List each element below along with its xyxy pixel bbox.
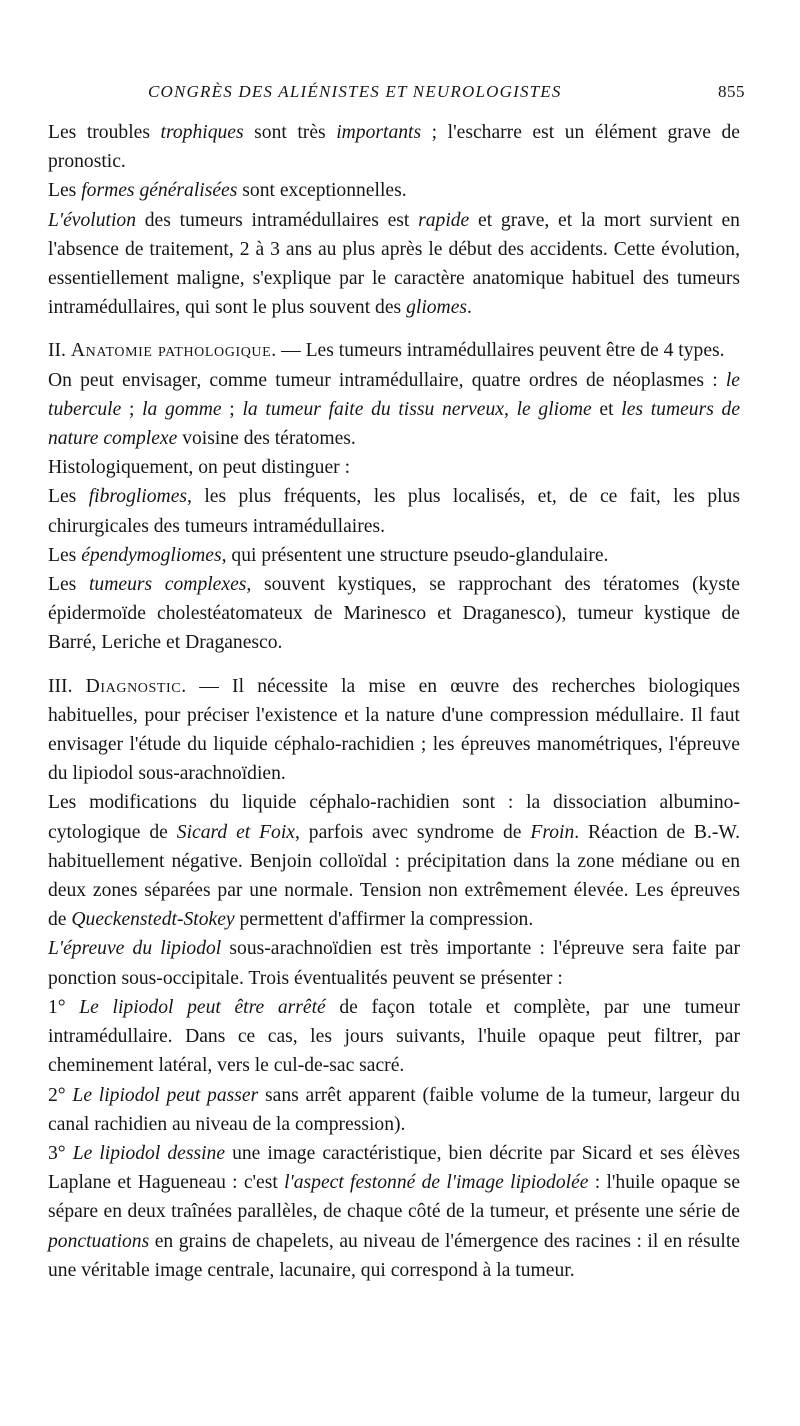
italic-text: épendymogliomes — [81, 544, 222, 566]
text-run: permettent d'affirmer la compression. — [234, 909, 534, 931]
italic-text: rapide — [418, 209, 470, 231]
page-number: 855 — [718, 82, 745, 101]
text-run: une image caractéristique, bien décrite par Sicard et ses élèves Laplane et Hagueneau : c'est — [48, 1142, 740, 1194]
text-run: . — Il nécessite la mise en œuvre des recherches biologiques habituelles, pour préciser l'existence et la nature d'une compression médullaire. Il faut envisager l'étude du liquide céphalo-rachidien ; les épreuves manométriques, l'épreuve du lipiodol sous-arachnoïdien. — [48, 675, 740, 785]
text-run: On peut envisager, comme tumeur intramédullaire, quatre ordres de néoplasmes : — [48, 369, 726, 391]
paragraph — [48, 788, 740, 934]
paragraph — [48, 336, 740, 365]
text-run: . Réaction de B.-W. habituellement négative. Benjoin colloïdal : précipitation dans la zone médiane ou en deux zones séparées par une normale. Tension non extrêmement élevée. Les épreuves de — [48, 821, 741, 931]
italic-text: la tumeur faite du tissu nerveux, le gliome — [242, 398, 592, 420]
italic-text: ponctuations — [48, 1230, 150, 1252]
text-run: Les — [48, 544, 82, 566]
text-run: 1° — [48, 996, 80, 1018]
text-run: . — Les tumeurs intramédullaires peuvent être de 4 types. — [271, 340, 725, 362]
text-run: ; l'escharre est un élément grave de pronostic. — [48, 122, 740, 173]
text-run: , qui présentent une structure pseudo-glandulaire. — [221, 544, 609, 566]
italic-text: L'épreuve du lipiodol — [48, 938, 222, 960]
italic-text: trophiques — [160, 122, 244, 143]
text-run: voisine des tératomes. — [177, 428, 356, 450]
italic-text: les tumeurs de nature complexe — [48, 398, 741, 450]
italic-text: l'aspect festonné de l'image lipiodolée — [284, 1172, 589, 1194]
italic-text: Le lipiodol peut être arrêté — [79, 996, 326, 1018]
text-run: Histologiquement, on peut distinguer : — [48, 457, 351, 479]
text-run: ; — [221, 398, 243, 420]
paragraph — [48, 453, 740, 482]
text-run: , les plus fréquents, les plus localisés, et, de ce fait, les plus chirurgicales des tumeurs intramédullaires. — [48, 486, 740, 537]
text-run: Les troubles — [48, 122, 161, 143]
text-run: ; — [121, 398, 143, 420]
text-run: sous-arachnoïdien est très importante : l'épreuve sera faite par ponction sous-occipitale. Trois éventualités peuvent se présenter : — [48, 938, 740, 989]
paragraph — [48, 541, 740, 570]
italic-text: formes généralisées — [81, 180, 238, 202]
section-heading: Diagnostic — [85, 675, 182, 697]
body-text — [48, 118, 740, 1285]
text-run: sont très — [243, 122, 337, 143]
italic-text: Sicard et Foix — [176, 821, 295, 843]
running-header — [148, 82, 745, 102]
text-run: 2° — [48, 1084, 73, 1106]
italic-text: Le lipiodol peut passer — [72, 1084, 259, 1106]
italic-text: Froin — [530, 821, 575, 843]
text-run: Les modifications du liquide céphalo-rachidien sont : la dissociation albumino-cytologique de — [48, 792, 740, 843]
paragraph — [48, 482, 740, 540]
text-run: II. — [48, 340, 71, 362]
italic-text: L'évolution — [48, 209, 136, 231]
paragraph — [48, 1081, 740, 1139]
paragraph — [48, 176, 740, 205]
italic-text: la gomme — [142, 398, 222, 420]
text-run: sont exceptionnelles. — [237, 180, 407, 202]
paragraph — [48, 934, 740, 992]
text-run: Les — [48, 180, 82, 202]
paragraph — [48, 366, 740, 454]
italic-text: fibrogliomes — [88, 486, 188, 508]
text-run: : l'huile opaque se sépare en deux traînées parallèles, de chaque côté de la tumeur, et présente une série de — [48, 1172, 741, 1223]
italic-text: le tubercule — [48, 369, 740, 420]
text-run: de façon totale et complète, par une tumeur intramédullaire. Dans ce cas, les jours suivants, l'huile opaque peut filtrer, par cheminement latéral, vers le cul-de-sac sacré. — [48, 996, 741, 1077]
italic-text: Le lipiodol dessine — [72, 1142, 226, 1164]
text-run: . — [467, 297, 472, 319]
text-run: , souvent kystiques, se rapprochant des tératomes (kyste épidermoïde cholestéatomateux de Marinesco et Draganesco), tumeur kystique de Barré, Leriche et Draganesco. — [48, 574, 740, 654]
text-run: 3° — [48, 1142, 73, 1164]
text-run: des tumeurs intramédullaires est — [136, 209, 419, 231]
paragraph — [48, 118, 740, 176]
text-run: et — [591, 398, 622, 420]
italic-text: tumeurs complexes — [88, 574, 247, 596]
paragraph — [48, 570, 740, 658]
paragraph — [48, 1139, 740, 1285]
italic-text: importants — [336, 122, 422, 143]
section-heading: Anatomie pathologique — [70, 340, 272, 362]
text-run: sans arrêt apparent (faible volume de la tumeur, largeur du canal rachidien au niveau de la compression). — [48, 1084, 741, 1135]
text-run: , parfois avec syndrome de — [295, 821, 531, 843]
paragraph — [48, 993, 740, 1081]
text-run: III. — [48, 675, 86, 697]
text-run: Les — [48, 574, 89, 596]
text-run: en grains de chapelets, au niveau de l'émergence des racines : il en résulte une véritable image centrale, lacunaire, qui correspond à la tumeur. — [48, 1230, 740, 1281]
paragraph — [48, 672, 740, 789]
text-run: Les — [48, 486, 89, 508]
italic-text: gliomes — [406, 297, 468, 319]
paragraph — [48, 206, 740, 323]
italic-text: Queckenstedt-Stokey — [71, 909, 235, 931]
running-title: CONGRÈS DES ALIÉNISTES ET NEUROLOGISTES — [148, 82, 562, 101]
text-run: et grave, et la mort survient en l'absence de traitement, 2 à 3 ans au plus après le début des accidents. Cette évolution, essentiellement maligne, s'explique par le caractère anatomique habituel des tumeurs intramédullaires, qui sont le plus souvent des — [48, 209, 740, 319]
